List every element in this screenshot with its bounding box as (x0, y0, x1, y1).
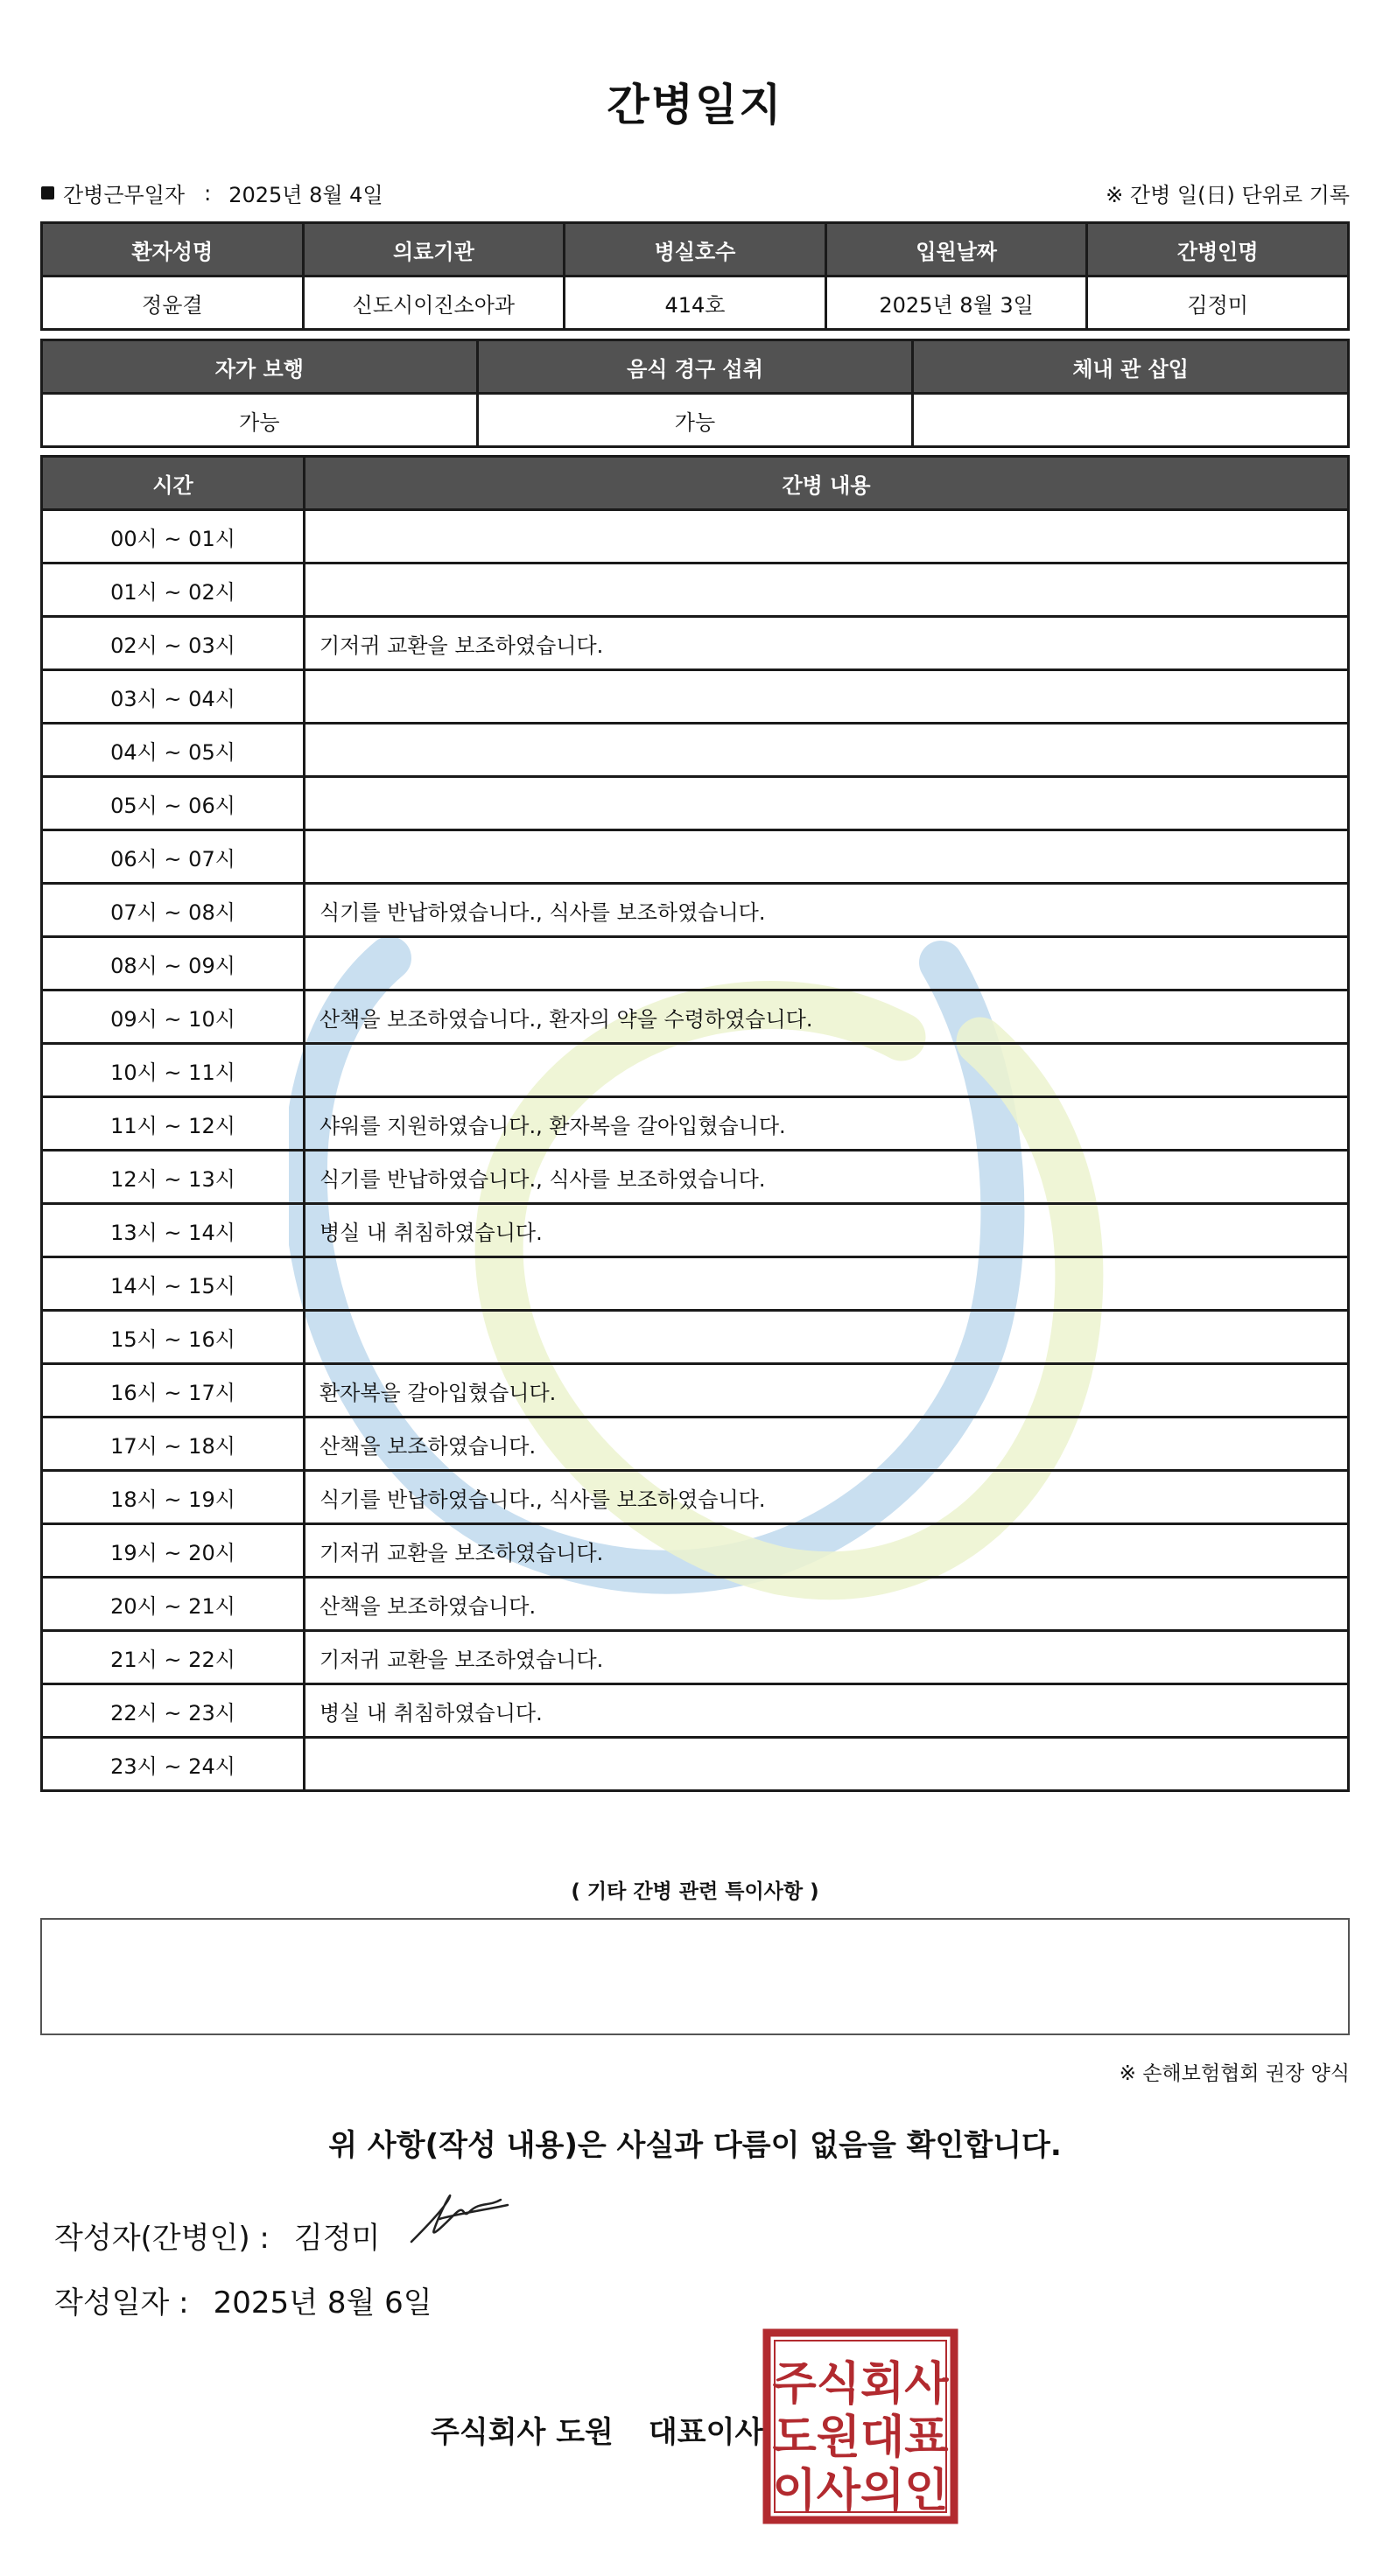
tube-insertion-value (913, 394, 1349, 447)
company-row (431, 2408, 763, 2451)
time-cell: 03시 ~ 04시 (42, 670, 305, 724)
table-row (42, 1097, 1349, 1151)
work-date-row (41, 178, 383, 208)
care-content-cell (305, 724, 1349, 777)
time-cell: 18시 ~ 19시 (42, 1471, 305, 1524)
care-content-cell: 기저귀 교환을 보조하였습니다. (305, 617, 1349, 670)
write-date-row (54, 2278, 432, 2321)
table-row (42, 670, 1349, 724)
care-content-cell: 산책을 보조하였습니다. (305, 1578, 1349, 1631)
time-cell: 09시 ~ 10시 (42, 990, 305, 1044)
time-cell: 19시 ~ 20시 (42, 1524, 305, 1578)
work-date-label: 간병근무일자 (63, 183, 186, 207)
notes-title: ( 기타 간병 관련 특이사항 ) (571, 1880, 819, 1903)
patient-status-table (40, 339, 1350, 448)
time-cell: 05시 ~ 06시 (42, 777, 305, 830)
table-row (42, 1578, 1349, 1631)
table-row (42, 830, 1349, 884)
table-row (42, 394, 1349, 447)
table-header-row (42, 340, 1349, 394)
care-content-cell (305, 564, 1349, 617)
table-header-row (42, 457, 1349, 510)
table-row (42, 564, 1349, 617)
table-row (42, 1257, 1349, 1311)
header-self-walking: 자가 보행 (42, 340, 478, 394)
document-title: 간병일지 (607, 80, 783, 130)
time-cell: 08시 ~ 09시 (42, 937, 305, 990)
recommend-note: ※ 손해보험협회 권장 양식 (1119, 2062, 1350, 2085)
care-content-cell: 기저귀 교환을 보조하였습니다. (305, 1631, 1349, 1684)
writer-name: 김정미 (293, 2221, 381, 2256)
table-row (42, 937, 1349, 990)
header-patient-name: 환자성명 (42, 223, 304, 276)
care-content-cell (305, 1311, 1349, 1364)
time-cell: 15시 ~ 16시 (42, 1311, 305, 1364)
care-content-cell: 환자복을 갈아입혔습니다. (305, 1364, 1349, 1418)
time-cell: 00시 ~ 01시 (42, 510, 305, 564)
signature-image (404, 2188, 518, 2249)
care-content-cell: 산책을 보조하였습니다. (305, 1418, 1349, 1471)
care-log-table (40, 455, 1350, 1792)
table-row (42, 1044, 1349, 1097)
care-content-cell: 병실 내 취침하였습니다. (305, 1204, 1349, 1257)
time-cell: 22시 ~ 23시 (42, 1684, 305, 1738)
hospital-value: 신도시이진소아과 (303, 276, 565, 330)
write-date-label: 작성일자 : (54, 2286, 189, 2320)
oral-intake-value: 가능 (477, 394, 913, 447)
work-date-value: 2025년 8월 4일 (228, 183, 383, 207)
confirmation-statement: 위 사항(작성 내용)은 사실과 다름이 없음을 확인합니다. (328, 2128, 1062, 2163)
header-room: 병실호수 (565, 223, 826, 276)
time-cell: 06시 ~ 07시 (42, 830, 305, 884)
care-content-cell: 샤워를 지원하였습니다., 환자복을 갈아입혔습니다. (305, 1097, 1349, 1151)
care-content-cell (305, 830, 1349, 884)
table-row (42, 1631, 1349, 1684)
care-content-cell (305, 937, 1349, 990)
time-cell: 04시 ~ 05시 (42, 724, 305, 777)
writer-label: 작성자(간병인) : (54, 2221, 270, 2256)
header-care-content: 간병 내용 (305, 457, 1349, 510)
svg-text:도원대표: 도원대표 (772, 2412, 949, 2464)
table-row (42, 1364, 1349, 1418)
unit-note: ※ 간병 일(日) 단위로 기록 (1106, 183, 1350, 207)
table-row (42, 1738, 1349, 1791)
time-cell: 20시 ~ 21시 (42, 1578, 305, 1631)
table-row (42, 1311, 1349, 1364)
header-oral-intake: 음식 경구 섭취 (477, 340, 913, 394)
work-date-separator: : (204, 180, 212, 206)
table-row (42, 1204, 1349, 1257)
time-cell: 11시 ~ 12시 (42, 1097, 305, 1151)
header-admission-date: 입원날짜 (825, 223, 1087, 276)
table-row (42, 884, 1349, 937)
table-row (42, 276, 1349, 330)
svg-text:주식회사: 주식회사 (772, 2358, 949, 2411)
header-tube-insertion: 체내 관 삽입 (913, 340, 1349, 394)
table-row (42, 724, 1349, 777)
time-cell: 14시 ~ 15시 (42, 1257, 305, 1311)
notes-box (40, 1918, 1350, 2035)
table-row (42, 617, 1349, 670)
admission-date-value: 2025년 8월 3일 (825, 276, 1087, 330)
self-walking-value: 가능 (42, 394, 478, 447)
table-row (42, 1684, 1349, 1738)
company-name: 주식회사 도원 (431, 2415, 614, 2450)
table-header-row (42, 223, 1349, 276)
care-content-cell (305, 1044, 1349, 1097)
header-caregiver: 간병인명 (1087, 223, 1349, 276)
table-row (42, 1151, 1349, 1204)
time-cell: 13시 ~ 14시 (42, 1204, 305, 1257)
patient-info-table (40, 221, 1350, 331)
care-content-cell: 식기를 반납하였습니다., 식사를 보조하였습니다. (305, 1471, 1349, 1524)
table-row (42, 1471, 1349, 1524)
table-row (42, 1418, 1349, 1471)
write-date-value: 2025년 8월 6일 (213, 2286, 432, 2320)
room-value: 414호 (565, 276, 826, 330)
care-content-cell: 기저귀 교환을 보조하였습니다. (305, 1524, 1349, 1578)
header-time: 시간 (42, 457, 305, 510)
table-row (42, 990, 1349, 1044)
time-cell: 01시 ~ 02시 (42, 564, 305, 617)
care-content-cell: 식기를 반납하였습니다., 식사를 보조하였습니다. (305, 884, 1349, 937)
table-row (42, 777, 1349, 830)
care-content-cell (305, 777, 1349, 830)
patient-name-value: 정윤결 (42, 276, 304, 330)
care-content-cell (305, 510, 1349, 564)
table-row (42, 1524, 1349, 1578)
time-cell: 21시 ~ 22시 (42, 1631, 305, 1684)
care-content-cell (305, 1257, 1349, 1311)
time-cell: 12시 ~ 13시 (42, 1151, 305, 1204)
care-content-cell: 병실 내 취침하였습니다. (305, 1684, 1349, 1738)
care-content-cell: 산책을 보조하였습니다., 환자의 약을 수령하였습니다. (305, 990, 1349, 1044)
writer-row (54, 2214, 380, 2257)
time-cell: 02시 ~ 03시 (42, 617, 305, 670)
header-hospital: 의료기관 (303, 223, 565, 276)
table-row (42, 510, 1349, 564)
care-content-cell (305, 1738, 1349, 1791)
ceo-label: 대표이사 (648, 2415, 764, 2450)
time-cell: 10시 ~ 11시 (42, 1044, 305, 1097)
svg-text:이사의인: 이사의인 (772, 2465, 949, 2517)
bullet-square-icon (41, 186, 54, 200)
time-cell: 17시 ~ 18시 (42, 1418, 305, 1471)
time-cell: 07시 ~ 08시 (42, 884, 305, 937)
care-content-cell (305, 670, 1349, 724)
care-content-cell: 식기를 반납하였습니다., 식사를 보조하였습니다. (305, 1151, 1349, 1204)
time-cell: 23시 ~ 24시 (42, 1738, 305, 1791)
company-seal-stamp (762, 2328, 959, 2525)
time-cell: 16시 ~ 17시 (42, 1364, 305, 1418)
caregiver-value: 김정미 (1087, 276, 1349, 330)
